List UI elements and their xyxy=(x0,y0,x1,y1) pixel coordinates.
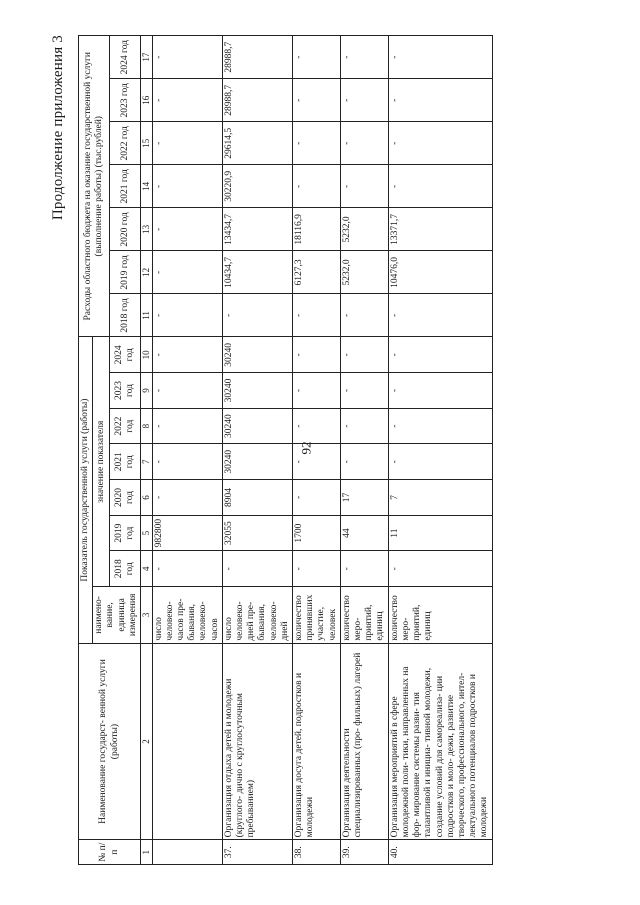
expense-value: - xyxy=(340,36,388,79)
indicator-value: - xyxy=(293,408,341,444)
column-number: 5 xyxy=(141,515,153,551)
expense-year-header: 2021 год xyxy=(110,165,141,208)
header-no: № п/п xyxy=(79,840,141,865)
expense-value: 6127,3 xyxy=(293,251,341,294)
table-row xyxy=(340,36,388,865)
expense-value: 18116,9 xyxy=(293,208,341,251)
expense-value: 5232,0 xyxy=(340,208,388,251)
column-number: 14 xyxy=(141,165,153,208)
expense-value: 28988,7 xyxy=(222,36,292,79)
column-number: 6 xyxy=(141,480,153,516)
row-number: 40. xyxy=(388,840,492,865)
expense-value: - xyxy=(340,165,388,208)
expense-value: 13434,7 xyxy=(222,208,292,251)
indicator-year-header: 2023 год xyxy=(110,373,141,409)
column-number: 15 xyxy=(141,122,153,165)
indicator-value: - xyxy=(340,408,388,444)
indicator-value: - xyxy=(340,551,388,587)
expense-value: 5232,0 xyxy=(340,251,388,294)
expense-value: - xyxy=(152,79,222,122)
indicator-value: 11 xyxy=(388,515,492,551)
indicator-value: - xyxy=(293,551,341,587)
row-number: 39. xyxy=(340,840,388,865)
indicator-value: 7 xyxy=(388,480,492,516)
expense-year-header: 2018 год xyxy=(110,294,141,337)
expense-value: - xyxy=(293,165,341,208)
expense-value: - xyxy=(152,165,222,208)
expense-value: - xyxy=(222,294,292,337)
expense-value: 13371,7 xyxy=(388,208,492,251)
expense-value: - xyxy=(340,122,388,165)
column-number: 1 xyxy=(141,840,153,865)
header-service-name: Наименование государст- венной услуги (работы) xyxy=(79,643,141,840)
expense-value: - xyxy=(388,122,492,165)
indicator-value: 30240 xyxy=(222,408,292,444)
indicator-value: - xyxy=(388,337,492,373)
expense-value: 10476,0 xyxy=(388,251,492,294)
expense-value: - xyxy=(152,251,222,294)
service-name xyxy=(152,643,222,840)
column-number: 16 xyxy=(141,79,153,122)
indicator-value: - xyxy=(293,337,341,373)
expense-value: - xyxy=(152,294,222,337)
table-row xyxy=(152,36,222,865)
column-number: 13 xyxy=(141,208,153,251)
row-number: 38. xyxy=(293,840,341,865)
service-name: Организация мероприятий в сфере молодежной поли- тики, направленных на фор- мирование системы разви- тия талантливой и инициа- тивной молодежи, создание условий для самореализа- ции подростков и моло- дежи, развитие творческого, профессионального, интел- лектуального потенциалов подростков и молодежи xyxy=(388,643,492,840)
indicator-year-header: 2019 год xyxy=(110,515,141,551)
column-number: 9 xyxy=(141,373,153,409)
expense-value: - xyxy=(340,294,388,337)
indicator-value: 8904 xyxy=(222,480,292,516)
column-number: 4 xyxy=(141,551,153,587)
column-number: 3 xyxy=(141,587,153,644)
service-name: Организация деятельности специализированных (про- фильных) лагерей xyxy=(340,643,388,840)
indicator-value: - xyxy=(152,444,222,480)
expense-value: - xyxy=(388,79,492,122)
row-number: 37. xyxy=(222,840,292,865)
indicator-year-header: 2021 год xyxy=(110,444,141,480)
service-name: Организация отдыха детей и молодежи (круглого- дично с круглосуточным пребыванием) xyxy=(222,643,292,840)
expense-value: 10434,7 xyxy=(222,251,292,294)
column-number: 10 xyxy=(141,337,153,373)
header-expenses-group: Расходы областного бюджета на оказание государственной услуги (выполнение работы) (тыс.рублей) xyxy=(79,36,110,337)
indicator-value: - xyxy=(152,373,222,409)
column-number: 2 xyxy=(141,643,153,840)
expense-value: - xyxy=(152,36,222,79)
appendix-label: Продолжение приложения 3 xyxy=(50,35,66,221)
expense-value: - xyxy=(388,36,492,79)
expense-value: - xyxy=(388,165,492,208)
expense-year-header: 2024 год xyxy=(110,36,141,79)
column-number: 12 xyxy=(141,251,153,294)
indicator-value: 30240 xyxy=(222,337,292,373)
indicator-value: - xyxy=(152,551,222,587)
table-row xyxy=(388,36,492,865)
indicator-value: - xyxy=(388,444,492,480)
page-number: 92 xyxy=(298,441,314,455)
expense-year-header: 2023 год xyxy=(110,79,141,122)
column-number: 7 xyxy=(141,444,153,480)
services-table xyxy=(78,35,493,865)
expense-value: - xyxy=(293,294,341,337)
header-indicator-group: Показатель государственной услуги (работы) xyxy=(79,337,93,643)
indicator-value: - xyxy=(152,408,222,444)
expense-value: 28988,7 xyxy=(222,79,292,122)
indicator-value: 982800 xyxy=(152,515,222,551)
indicator-value: - xyxy=(388,551,492,587)
indicator-value: - xyxy=(293,373,341,409)
expense-value: - xyxy=(340,79,388,122)
column-number: 17 xyxy=(141,36,153,79)
indicator-year-header: 2018 год xyxy=(110,551,141,587)
unit-of-measure: число человеко- дней пре- бывания, человеко- дней xyxy=(222,587,292,644)
indicator-year-header: 2020 год xyxy=(110,480,141,516)
expense-year-header: 2020 год xyxy=(110,208,141,251)
expense-year-header: 2022 год xyxy=(110,122,141,165)
expense-year-header: 2019 год xyxy=(110,251,141,294)
indicator-value: - xyxy=(340,444,388,480)
indicator-value: 17 xyxy=(340,480,388,516)
expense-value: - xyxy=(293,36,341,79)
unit-of-measure: количество принявших участие, человек xyxy=(293,587,341,644)
header-column-numbers xyxy=(141,36,153,865)
table-row xyxy=(293,36,341,865)
indicator-value: - xyxy=(388,373,492,409)
unit-of-measure: число человеко- часов пре- бывания, человеко- часов xyxy=(152,587,222,644)
expense-value: - xyxy=(388,294,492,337)
expense-value: - xyxy=(293,79,341,122)
expense-value: - xyxy=(152,122,222,165)
header-indicator-values: значение показателя xyxy=(93,337,110,587)
table-row xyxy=(222,36,292,865)
table-body xyxy=(152,36,492,865)
column-number: 11 xyxy=(141,294,153,337)
unit-of-measure: количество меро- приятий, единиц xyxy=(340,587,388,644)
indicator-year-header: 2024 год xyxy=(110,337,141,373)
indicator-value: - xyxy=(222,551,292,587)
indicator-value: - xyxy=(340,337,388,373)
expense-value: 29614,5 xyxy=(222,122,292,165)
rotated-document-content xyxy=(50,35,548,865)
expense-value: - xyxy=(293,122,341,165)
indicator-value: - xyxy=(293,444,341,480)
service-name: Организация досуга детей, подростков и молодежи xyxy=(293,643,341,840)
indicator-value: 44 xyxy=(340,515,388,551)
indicator-value: 30240 xyxy=(222,444,292,480)
indicator-value: - xyxy=(340,373,388,409)
indicator-value: - xyxy=(152,480,222,516)
header-unit: наимено- вание, единица измерения xyxy=(93,587,141,644)
expense-value: 30220,9 xyxy=(222,165,292,208)
row-number xyxy=(152,840,222,865)
indicator-value: 30240 xyxy=(222,373,292,409)
unit-of-measure: количество меро- приятий, единиц xyxy=(388,587,492,644)
indicator-year-header: 2022 год xyxy=(110,408,141,444)
indicator-value: - xyxy=(293,480,341,516)
indicator-value: - xyxy=(152,337,222,373)
expense-value: - xyxy=(152,208,222,251)
indicator-value: 1700 xyxy=(293,515,341,551)
indicator-value: 32055 xyxy=(222,515,292,551)
column-number: 8 xyxy=(141,408,153,444)
indicator-value: - xyxy=(388,408,492,444)
